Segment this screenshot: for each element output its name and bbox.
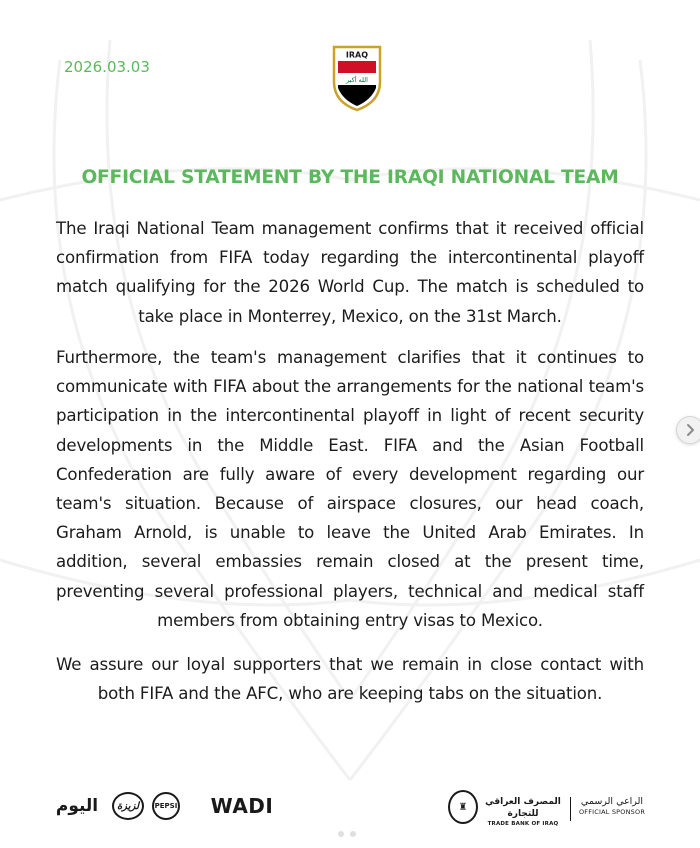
chevron-right-icon	[683, 423, 697, 437]
wadi-logo: WADI	[210, 794, 274, 818]
trade-bank-arabic-name: المصرف العراقي للتجارة	[485, 797, 561, 819]
trade-bank-logo	[484, 796, 562, 829]
carousel-dot	[338, 831, 344, 837]
alyoum-logo: اليوم	[55, 796, 99, 816]
official-sponsor-arabic: الراعي الرسمي	[580, 796, 644, 807]
statement-paragraph-3: We assure our loyal supporters that we remain in close contact with both FIFA and the AFC, who are keeping tabs on the situation.	[56, 655, 644, 704]
official-sponsor-english: OFFICIAL SPONSOR	[578, 808, 646, 816]
statement-title: OFFICIAL STATEMENT BY THE IRAQI NATIONAL TEAM	[81, 167, 619, 188]
laziza-logo: لزيزة	[112, 792, 144, 820]
crest-label: IRAQ	[345, 50, 369, 60]
trade-bank-emblem-icon: ♜	[448, 790, 478, 824]
sponsor-bar	[56, 788, 656, 828]
carousel-dot	[350, 831, 356, 837]
crest-flag-text: الله أكبر	[346, 76, 368, 84]
pepsi-logo: PEPSI	[152, 792, 180, 820]
iraq-crest-logo	[331, 44, 383, 112]
statement-paragraph-2: Furthermore, the team's management clarifies that it continues to communicate with FIFA about the arrangements for the national team's participation in the intercontinental playoff in light of recent security developments in the Middle East. FIFA and the Asian Football Confederation are fully aware of every development regarding our team's situation. Because of airspace closures, our head coach, Graham Arnold, is unable to leave the United Arab Emirates. In addition, several embassies remain closed at the present time, preventing several professional players, technical and medical staff members from obtaining entry visas to Mexico.	[56, 348, 644, 630]
statement-paragraph-1: The Iraqi National Team management confirms that it received official confirmation from FIFA today regarding the intercontinental playoff match qualifying for the 2026 World Cup. The match is scheduled to take place in Monterrey, Mexico, on the 31st March.	[56, 219, 644, 326]
sponsor-divider	[570, 797, 571, 821]
trade-bank-english-name: TRADE BANK OF IRAQ	[487, 821, 559, 827]
official-sponsor-label	[576, 796, 648, 817]
statement-date: 2026.03.03	[64, 58, 150, 76]
next-slide-button[interactable]	[676, 416, 700, 444]
